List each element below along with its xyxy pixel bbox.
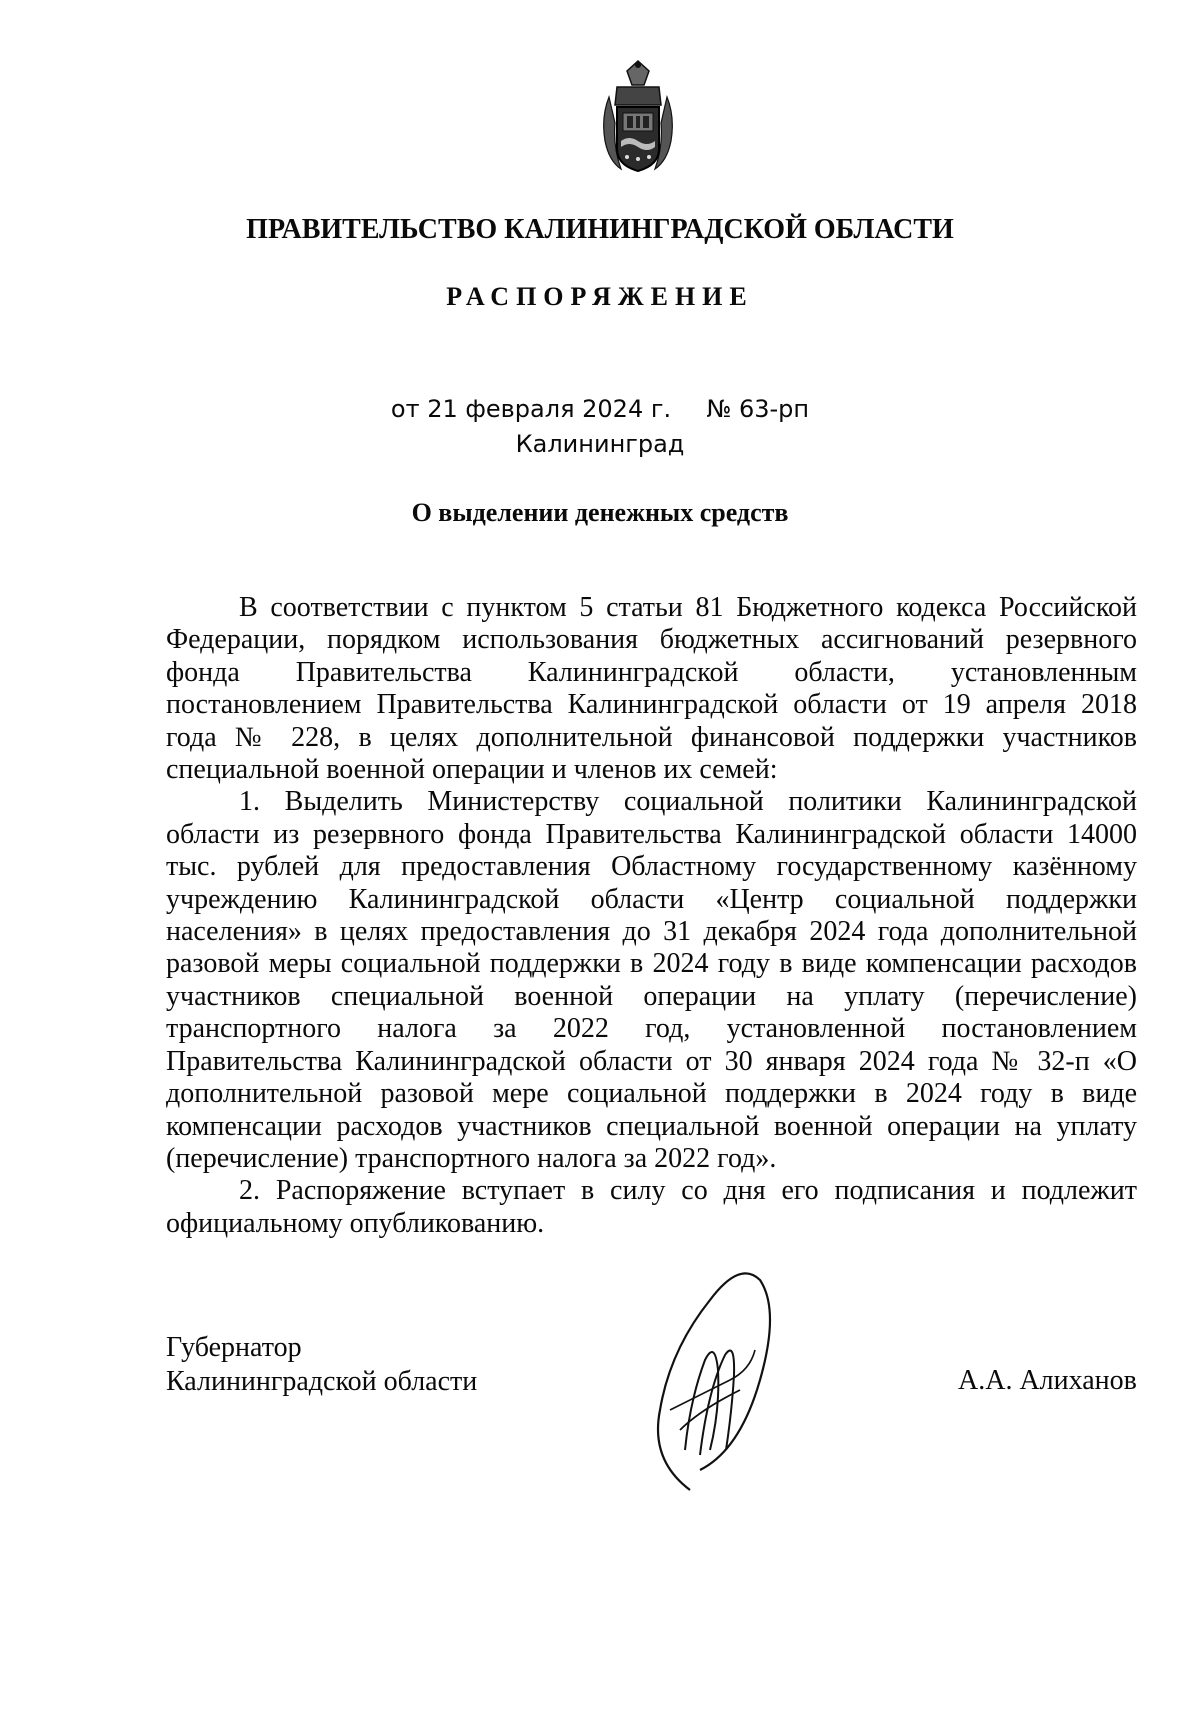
signatory-name: А.А. Алиханов [958, 1365, 1137, 1396]
paragraph-item-1: 1. Выделить Министерству социальной политики Калининградской области из резервного фонда Правительства Калининградской области 14000 тыс. рублей для предоставления Областному государственному казённому учреждению Калининградской области «Центр социальной поддержки населения» в целях предоставления до 31 декабря 2024 года дополнительной разовой меры социальной поддержки в 2024 году в виде компенсации расходов участников специальной военной операции на уплату (перечисление) транспортного налога за 2022 год, установленной постановлением Правительства Калининградской области от 30 января 2024 года № 32-п «О дополнительной разовой мере социальной поддержки в 2024 году в виде компенсации расходов участников специальной военной операции на уплату (перечисление) транспортного налога за 2022 год». [166, 786, 1137, 1174]
document-date: от 21 февраля 2024 г. [390, 395, 672, 423]
signatory-position-line-1: Губернатор [166, 1332, 302, 1363]
document-subject: О выделении денежных средств [411, 498, 789, 527]
document-type-heading: РАСПОРЯЖЕНИЕ [446, 282, 754, 311]
paragraph-item-2: 2. Распоряжение вступает в силу со дня его подписания и подлежит официальному опубликованию. [166, 1175, 1137, 1239]
date-and-number-line [0, 395, 1200, 423]
signatory-position [166, 1331, 477, 1399]
kaliningrad-coat-of-arms-icon [597, 57, 679, 175]
document-number: № 63-рп [706, 395, 810, 423]
document-city: Калининград [515, 430, 685, 458]
government-title: ПРАВИТЕЛЬСТВО КАЛИНИНГРАДСКОЙ ОБЛАСТИ [246, 214, 954, 245]
handwritten-signature [630, 1260, 780, 1500]
signatory-position-line-2: Калининградской области [166, 1366, 478, 1397]
paragraph-preamble: В соответствии с пунктом 5 статьи 81 Бюджетного кодекса Российской Федерации, порядком использования бюджетных ассигнований резервного фонда Правительства Калининградской области, установленным постановлением Правительства Калининградской области от 19 апреля 2018 года № 228, в целях дополнительной финансовой поддержки участников специальной военной операции и членов их семей: [166, 592, 1137, 786]
document-body [166, 592, 1137, 1240]
